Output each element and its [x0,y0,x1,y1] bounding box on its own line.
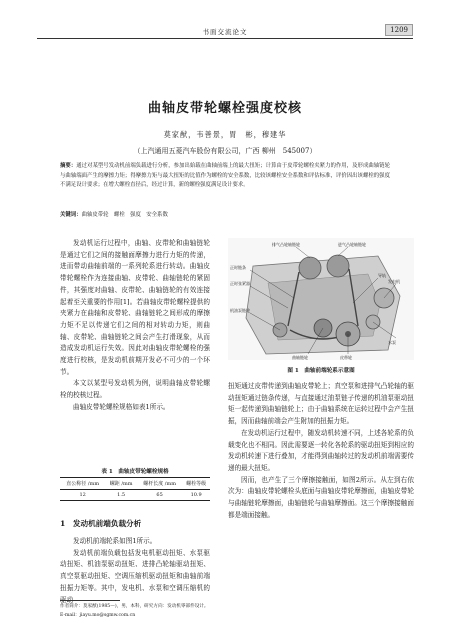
keywords-text: 曲轴皮带轮 螺栓 强度 安全系数 [81,212,168,218]
figure-label: 皮带轮 [340,355,352,360]
figure-label: 正时张紧器 [230,281,250,286]
figure-label: 曲轴链轮 [292,355,308,360]
table-header-cell: 直公称径 /mm [66,481,100,487]
paragraph: 因而，也产生了三个摩擦接触面，如图2所示。从左到右依次为：曲轴皮带轮螺栓头底面与曲轴皮带轮摩擦面，曲轴皮带轮与曲轴链轮摩擦面，曲轴链轮与曲轴摩擦面。这三个摩擦接触面都是端面接触。 [228,475,414,519]
figure-label: 排气凸轮轴链轮 [272,242,300,247]
exhaust-cam-sprocket-shape [299,257,321,279]
abstract-text: 通过对某型号发动机前端负载进行分析，参加出始载在曲轴前端上的最大扭矩；计算由于皮带轮螺栓夹紧力的作用，及形成曲轴链轮与曲轴端面产生的摩擦力矩；得摩擦力矩与最大扭矩的比值作为螺栓的安全系数，比较该螺栓安全系数和评估标准，评价因出该螺栓的强度不满足设计要求；在增大螺栓直径后，经过计算，新的螺栓强度满足设计要求。 [60,163,390,189]
affiliation: （上汽通用五菱汽车股份有限公司，广西 柳州 545007） [133,147,317,155]
abstract-label: 摘要： [60,163,77,169]
bolt-spec-table [60,477,210,501]
section-heading: 1 发动机前端负载分析 [60,519,142,528]
page-number: 1209 [385,24,413,36]
figure-label: 进气凸轮轴链轮 [338,242,366,247]
authors: 莫家猷，韦善景，胃 彬，穆建华 [163,130,287,139]
paragraph: 在发动机运行过程中，随发动机转速不同，上述各轮系的负载变化也不相同。因此需要逐一转化各轮系的驱动扭矩到相应的发动机转速下进行叠加，才能得到曲轴转过的发动机前端需要传递的最大扭矩。 [228,428,414,472]
contact-email: E-mail：jiayu.mo@sgmw.com.cn [60,612,136,618]
engine-front-drive-figure [228,238,414,360]
figure-illustration [228,238,414,360]
table-header-cell: 螺距 /mm [109,481,133,487]
abstract [60,162,390,191]
figure-label: 发电机 [388,279,400,284]
intake-cam-sprocket-shape [327,255,349,277]
paper-title: 曲轴皮带轮螺栓强度校核 [147,101,302,116]
table-cell: 1.5 [117,492,126,498]
table-cell: 10.9 [190,492,202,498]
left-column-body [60,238,210,414]
keywords-label: 关键词： [60,212,82,218]
running-header: 书面交流论文 [202,28,248,36]
paragraph: 发动机前端轮系如图1所示。 [73,537,157,545]
header-rule [37,38,413,39]
table-header-cell: 螺杆长度 /mm [143,481,176,487]
paragraph: 发动机运行过程中，曲轴、皮带轮和曲轴链轮是通过它们之间的接触面摩擦力进行力矩的传递，进而带动曲轴前端的一系列轮系进行转动。曲轴皮带轮螺栓作为连接曲轴、皮带轮、曲轴链轮的紧固件，其强度对曲轴、皮带轮、曲轴链轮的有效连接起着至关重要的作用[1]。若曲轴皮带轮螺栓提供的夹紧力在曲轴和皮带轮、曲轴链轮之间形成的摩擦力矩不足以传递它们之间的相对转动力矩，则曲轴、皮带轮、曲轴链轮之间会产生打滑现象，从而造成发动机运行失效。因此对曲轴皮带轮螺栓的强度进行校核，是发动机前期开发必不可少的一个环节。 [60,239,210,376]
paragraph: 曲轴皮带轮螺栓规格如表1所示。 [73,402,170,411]
figure-label: 导轨 [378,273,386,278]
paragraph: 扭矩通过皮带传递到曲轴皮带轮上；真空泵和进排气凸轮轴的驱动扭矩通过链条传递，与直接通过油泵链子传递的机油泵驱动扭矩一起传递到曲轴链轮上；由于曲轴系统在运转过程中会产生扭振，因而曲轴前端会产生附加的扭振力矩。 [228,382,414,426]
footnote-rule [60,600,120,601]
figure-caption: 图 1 曲轴前端轮系示意图 [287,368,355,374]
table-row [60,490,210,501]
author-note: 作者简介：莫家猷(1985—)，男，本科，研究方向：发动机零部件设计。 [60,604,209,609]
figure-label: 机油泵链轮 [230,308,250,313]
paragraph: 本文以某型号发动机为例，说明曲轴皮带轮螺栓的校核过程。 [60,379,210,400]
right-column-body [228,381,414,521]
footnote [60,603,220,620]
table-cell: 12 [79,492,86,498]
paragraph: 发动机前端负载包括发电机驱动扭矩、水泵驱动扭矩、机油泵驱动扭矩、进排凸轮轴驱动扭矩、真空泵驱动扭矩、空调压缩机驱动扭矩和曲轴前端扭振力矩等。其中，发电机、水泵和空调压缩机的驱动 [60,548,210,604]
table-caption: 表 1 曲轴皮带轮螺栓规格 [101,469,169,475]
figure-label: 水泵 [388,340,396,345]
table-header-row [60,478,210,490]
keywords [60,211,390,220]
figure-label: 正时链条 [230,265,246,270]
table-header-cell: 螺栓等级 [186,481,207,487]
section1-body [60,536,210,606]
table-cell: 65 [156,492,163,498]
